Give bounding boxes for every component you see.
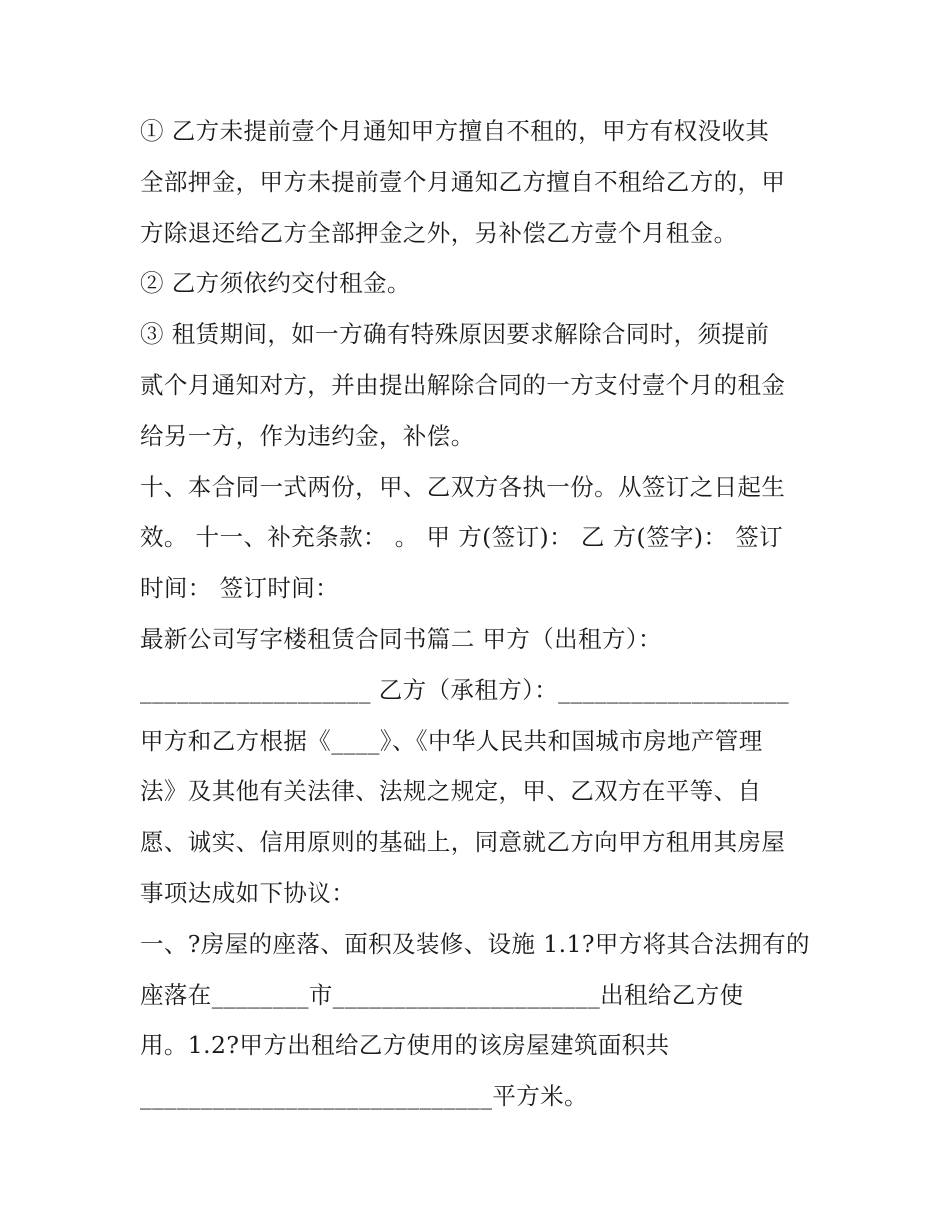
text-line: _____________________________平方米。 <box>140 1082 588 1111</box>
text-line: ② 乙方须依约交付租金。 <box>140 269 411 298</box>
section-heading: 最新公司写字楼租赁合同书篇二 甲方（出租方）： <box>140 624 662 653</box>
text-line: 愿、诚实、信用原则的基础上，同意就乙方向甲方租用其房屋 <box>140 828 786 857</box>
text-line: 给另一方，作为违约金，补偿。 <box>140 421 475 450</box>
text-line: 全部押金，甲方未提前壹个月通知乙方擅自不租给乙方的，甲 <box>140 167 786 196</box>
text-line: 时间： 签订时间： <box>140 574 340 603</box>
text-line: ③ 租赁期间，如一方确有特殊原因要求解除合同时，须提前 <box>140 320 770 349</box>
contract-text <box>140 106 820 1122</box>
text-line: 效。 十一、补充条款： 。 甲 方(签订)： 乙 方(签字)： 签订 <box>140 523 784 552</box>
text-line: 法》及其他有关法律、法规之规定，甲、乙双方在平等、自 <box>140 777 762 806</box>
text-line: 座落在________市______________________出租给乙方使 <box>140 980 744 1009</box>
text-line: 贰个月通知对方，并由提出解除合同的一方支付壹个月的租金 <box>140 370 786 399</box>
text-line: 用。1.2?甲方出租给乙方使用的该房屋建筑面积共 <box>140 1031 670 1060</box>
text-line: ___________________ 乙方（承租方）：___________________ <box>140 675 790 704</box>
text-line: 甲方和乙方根据《____》、《中华人民共和国城市房地产管理 <box>140 726 763 755</box>
text-line: ① 乙方未提前壹个月通知甲方擅自不租的，甲方有权没收其 <box>140 117 770 145</box>
text-line: 方除退还给乙方全部押金之外，另补偿乙方壹个月租金。 <box>140 218 738 247</box>
text-line: 事项达成如下协议： <box>140 878 356 907</box>
text-line: 十、本合同一式两份，甲、乙双方各执一份。从签订之日起生 <box>140 472 786 501</box>
text-line: 一、?房屋的座落、面积及装修、设施 1.1?甲方将其合法拥有的 <box>140 929 810 958</box>
